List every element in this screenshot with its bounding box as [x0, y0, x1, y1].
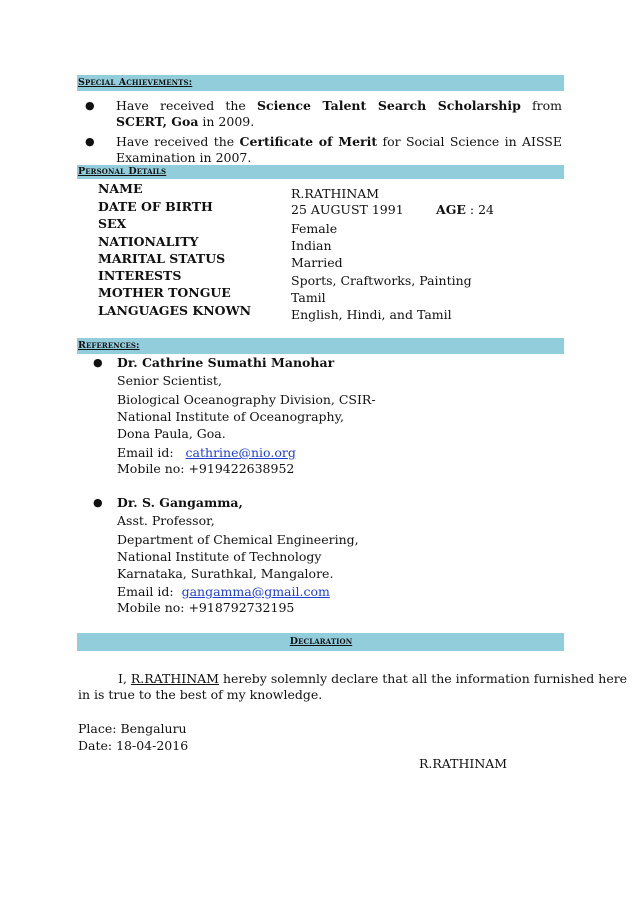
- declaration-line-1: I, R.RATHINAM hereby solemnly declare that all the information furnished here: [118, 671, 628, 686]
- age: AGE : 24: [436, 202, 494, 217]
- label-languages-known: LANGUAGES KNOWN: [98, 303, 252, 318]
- value-name: R.RATHINAM: [291, 186, 380, 201]
- label-name: NAME: [98, 181, 143, 196]
- label-nationality: NATIONALITY: [98, 234, 199, 249]
- email-link[interactable]: cathrine@nio.org: [185, 445, 296, 460]
- reference-place: Dona Paula, Goa.: [117, 426, 226, 441]
- reference-institution: National Institute of Oceanography,: [117, 409, 344, 424]
- reference-name: Dr. Cathrine Sumathi Manohar: [117, 355, 335, 370]
- value-marital-status: Married: [291, 255, 343, 270]
- bullet-icon: ●: [85, 99, 95, 112]
- label-interests: INTERESTS: [98, 268, 182, 283]
- declaration-heading: Declaration: [77, 633, 564, 651]
- label-mother-tongue: MOTHER TONGUE: [98, 285, 231, 300]
- reference-title: Senior Scientist,: [117, 373, 222, 388]
- references-heading: References:: [77, 338, 564, 354]
- achievements-heading: Special Achievements:: [77, 75, 564, 91]
- reference-institution: National Institute of Technology: [117, 549, 322, 564]
- reference-place: Karnataka, Surathkal, Mangalore.: [117, 566, 334, 581]
- bullet-icon: ●: [85, 135, 95, 148]
- label-dob: DATE OF BIRTH: [98, 199, 213, 214]
- value-sex: Female: [291, 221, 338, 236]
- value-mother-tongue: Tamil: [291, 290, 326, 305]
- achievement-item: ● Have received the Science Talent Search Scholarship from SCERT, Goa in 2009.: [85, 98, 562, 129]
- value-dob: 25 AUGUST 1991: [291, 202, 404, 217]
- bullet-icon: ●: [93, 356, 103, 369]
- reference-department: Biological Oceanography Division, CSIR-: [117, 392, 376, 407]
- reference-name: Dr. S. Gangamma,: [117, 495, 243, 510]
- signature: R.RATHINAM: [419, 756, 508, 771]
- reference-title: Asst. Professor,: [117, 513, 215, 528]
- reference-mobile: Mobile no: +919422638952: [117, 461, 295, 476]
- value-interests: Sports, Craftworks, Painting: [291, 273, 472, 288]
- value-nationality: Indian: [291, 238, 332, 253]
- label-marital-status: MARITAL STATUS: [98, 251, 226, 266]
- declaration-line-2: in is true to the best of my knowledge.: [78, 687, 323, 702]
- reference-email: Email id: gangamma@gmail.com: [117, 584, 330, 599]
- label-sex: SEX: [98, 216, 127, 231]
- achievement-item: ● Have received the Certificate of Merit for Social Science in AISSE Examination in 2007.: [85, 134, 562, 165]
- declaration-place: Place: Bengaluru: [78, 721, 187, 736]
- personal-details-heading: Personal Details: [77, 165, 564, 179]
- reference-mobile: Mobile no: +918792732195: [117, 600, 295, 615]
- reference-department: Department of Chemical Engineering,: [117, 532, 359, 547]
- value-languages-known: English, Hindi, and Tamil: [291, 307, 452, 322]
- declaration-date: Date: 18-04-2016: [78, 738, 189, 753]
- bullet-icon: ●: [93, 496, 103, 509]
- email-link[interactable]: gangamma@gmail.com: [181, 584, 330, 599]
- reference-email: Email id: cathrine@nio.org: [117, 445, 296, 460]
